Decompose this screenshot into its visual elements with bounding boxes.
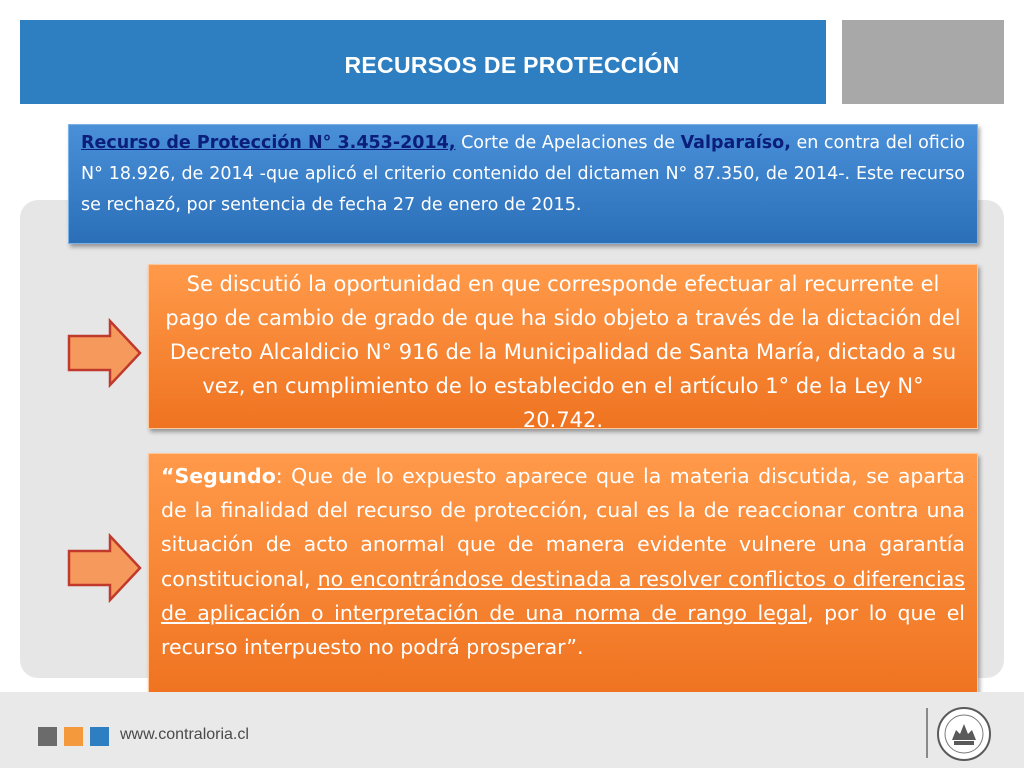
arrow-right-icon (66, 318, 146, 388)
footer-square-grey (38, 727, 57, 746)
case-text-2: en contra del oficio N° 18.926, de 2014 -que aplicó el criterio contenido del dictamen N° 87.350, de 2014-. Este recurso se rechazó, por sentencia de fecha 27 de enero de 2015. (81, 133, 965, 215)
arrow-right-icon (66, 533, 146, 603)
footer-divider (926, 708, 928, 758)
footer-url-link[interactable]: www.contraloria.cl (120, 726, 249, 743)
quote-text-1: : Que de lo expuesto aparece que la materia discutida, se aparta de la finalidad del recurso de protección, cual es la de reaccionar contra una situación de acto anormal que de manera evidente vulnere una garantía constitucional, (161, 464, 965, 591)
header-accent-block (842, 20, 1004, 104)
quote-open: “ (161, 464, 175, 488)
ruling-quote-box (148, 453, 978, 697)
footer-square-blue (90, 727, 109, 746)
footer-square-orange (64, 727, 83, 746)
quote-underlined: no encontrándose destinada a resolver conflictos o diferencias de aplicación o interpretación de una norma de rango legal (161, 566, 965, 625)
contraloria-seal-icon (936, 706, 992, 762)
case-text-1: Corte de Apelaciones de (455, 133, 681, 153)
quote-text-2: , por lo que el recurso interpuesto no podrá prosperar”. (161, 600, 965, 660)
slide-title: RECURSOS DE PROTECCIÓN (344, 52, 680, 78)
case-place: Valparaíso, (680, 133, 791, 153)
quote-label: Segundo (174, 464, 276, 488)
point-discussion-text: Se discutió la oportunidad en que corresponde efectuar al recurrente el pago de cambio de grado de que ha sido objeto a través de la dictación del Decreto Alcaldicio N° 916 de la Municipalidad de Santa María, dictado a su vez, en cumplimiento de lo establecido en el artículo 1° de la Ley N° 20.742. (165, 272, 961, 432)
case-title: Recurso de Protección N° 3.453-2014, (81, 133, 456, 153)
case-reference-box (68, 124, 978, 244)
point-discussion-box (148, 264, 978, 432)
